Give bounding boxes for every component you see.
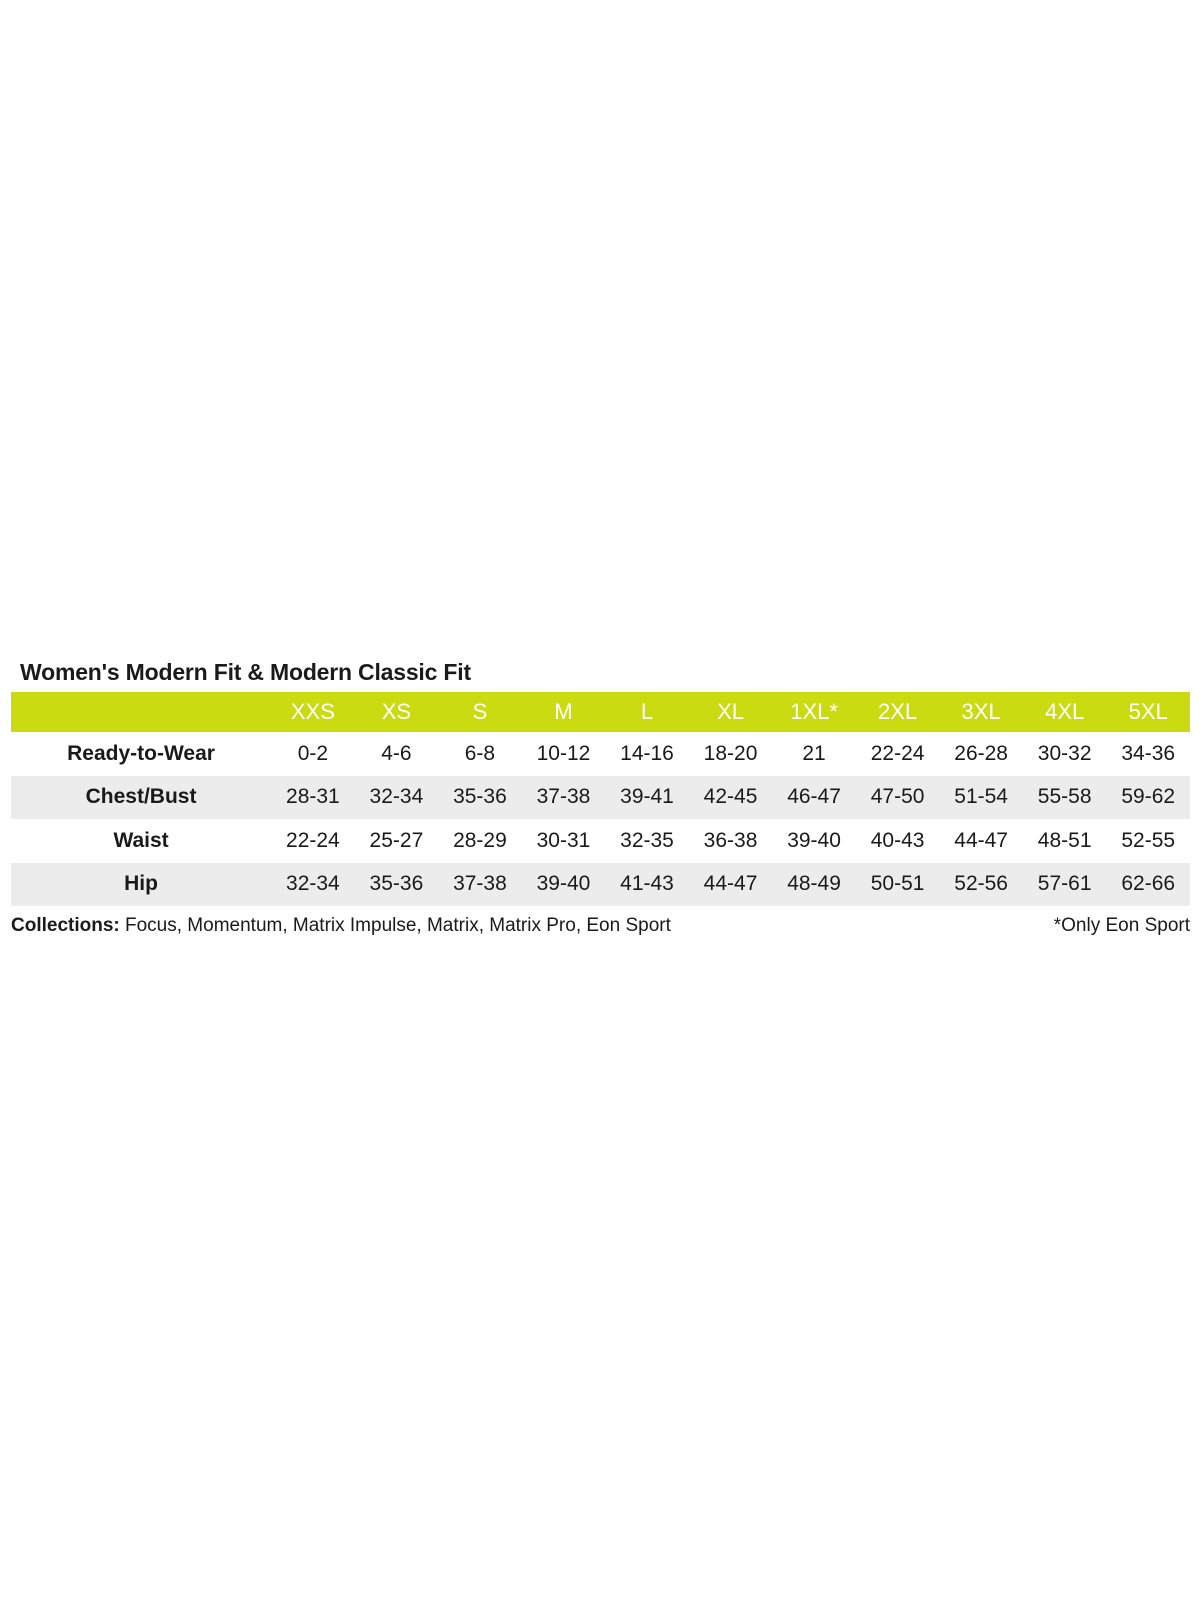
- table-row-ready-to-wear: [11, 732, 1190, 776]
- table-cell: 39-40: [787, 828, 841, 852]
- table-cell: 4-6: [381, 741, 412, 765]
- table-cell: 41-43: [605, 863, 689, 907]
- table-cell: 39-41: [605, 776, 689, 820]
- row-label: Hip: [11, 863, 271, 907]
- table-cell: 22-24: [286, 828, 340, 852]
- collections-list: Focus, Momentum, Matrix Impulse, Matrix, Matrix Pro, Eon Sport: [119, 915, 671, 936]
- table-cell: 30-32: [1037, 741, 1092, 765]
- table-cell: 37-38: [438, 863, 522, 907]
- row-label: Waist: [113, 828, 169, 852]
- table-cell: 57-61: [1023, 863, 1107, 907]
- size-header-cell: S: [438, 692, 522, 732]
- table-cell: 28-29: [453, 828, 507, 852]
- table-cell: 28-31: [271, 776, 355, 820]
- table-cell: 21: [802, 741, 826, 765]
- table-cell: 22-24: [870, 741, 925, 765]
- table-cell: 26-28: [954, 741, 1008, 765]
- size-chart-title: Women's Modern Fit & Modern Classic Fit: [20, 659, 471, 685]
- table-cell: 46-47: [772, 776, 856, 820]
- table-cell: 48-49: [772, 863, 856, 907]
- table-row-waist: [11, 819, 1190, 863]
- table-cell: 35-36: [438, 776, 522, 820]
- collections-note: [11, 912, 671, 940]
- table-cell: 0-2: [297, 741, 329, 765]
- table-cell: 32-34: [271, 863, 355, 907]
- table-cell: 32-35: [620, 828, 674, 852]
- size-header-cell: 4XL: [1023, 692, 1107, 732]
- table-cell: 18-20: [703, 741, 758, 765]
- table-cell: 39-40: [522, 863, 606, 907]
- size-chart-footer: [11, 912, 1190, 940]
- table-cell: 6-8: [464, 741, 496, 765]
- table-row-chest-bust: [11, 776, 1190, 820]
- footnote: *Only Eon Sport: [1053, 915, 1190, 936]
- table-cell: 25-27: [369, 828, 424, 852]
- table-cell: 50-51: [856, 863, 940, 907]
- table-cell: 52-56: [939, 863, 1023, 907]
- table-cell: 44-47: [689, 863, 773, 907]
- size-header-cell: 1XL*: [772, 692, 856, 732]
- size-header-cell: XXS: [271, 692, 355, 732]
- table-cell: 59-62: [1106, 776, 1190, 820]
- corner-cell: [11, 692, 271, 732]
- table-cell: 30-31: [536, 828, 591, 852]
- size-header-cell: XS: [355, 692, 439, 732]
- table-cell: 10-12: [536, 741, 591, 765]
- table-cell: 14-16: [620, 741, 674, 765]
- table-cell: 55-58: [1023, 776, 1107, 820]
- size-header-cell: 5XL: [1106, 692, 1190, 732]
- table-cell: 37-38: [522, 776, 606, 820]
- row-label: Ready-to-Wear: [67, 741, 215, 765]
- table-cell: 52-55: [1121, 828, 1176, 852]
- size-header-cell: 3XL: [939, 692, 1023, 732]
- table-cell: 47-50: [856, 776, 940, 820]
- size-header-cell: 2XL: [856, 692, 940, 732]
- collections-label: Collections:: [11, 915, 120, 936]
- table-cell: 42-45: [689, 776, 773, 820]
- size-header-cell: L: [605, 692, 689, 732]
- size-header-cell: XL: [689, 692, 773, 732]
- table-cell: 48-51: [1037, 828, 1092, 852]
- size-header-row: [11, 692, 1190, 732]
- table-cell: 32-34: [355, 776, 439, 820]
- table-cell: 51-54: [939, 776, 1023, 820]
- table-cell: 35-36: [355, 863, 439, 907]
- table-cell: 40-43: [870, 828, 925, 852]
- table-cell: 34-36: [1121, 741, 1176, 765]
- table-cell: 36-38: [703, 828, 758, 852]
- table-row-hip: [11, 863, 1190, 907]
- table-cell: 44-47: [954, 828, 1008, 852]
- size-header-cell: M: [522, 692, 606, 732]
- table-cell: 62-66: [1106, 863, 1190, 907]
- size-chart-table: [11, 692, 1190, 906]
- row-label: Chest/Bust: [11, 776, 271, 820]
